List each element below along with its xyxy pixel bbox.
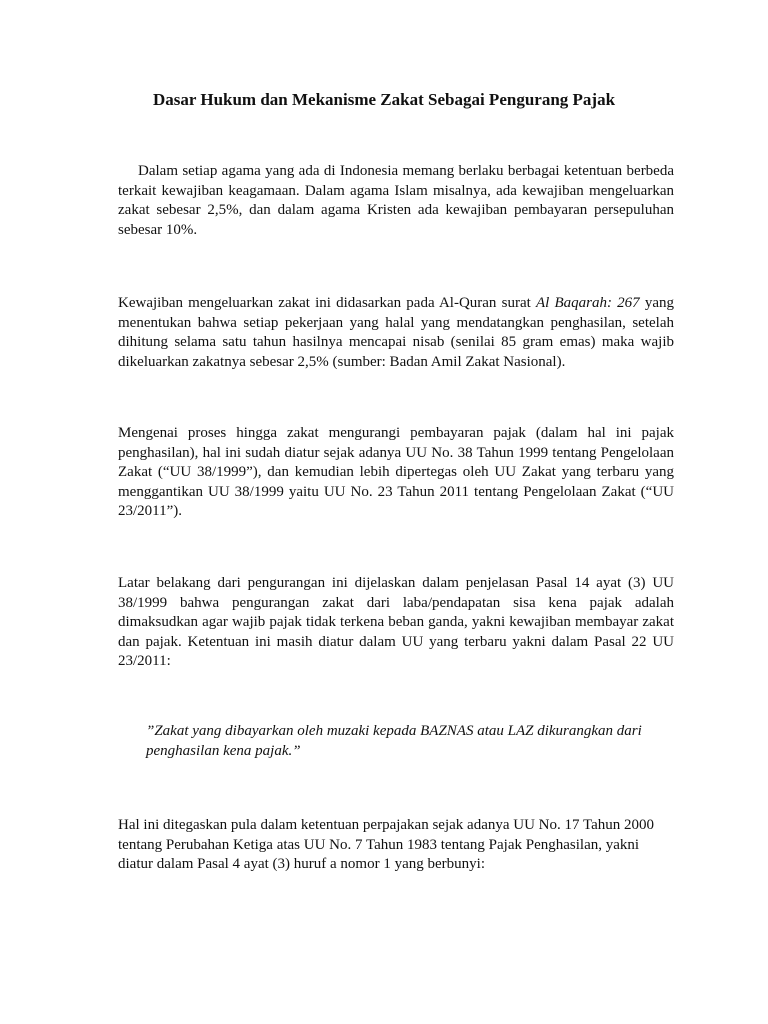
paragraph-intro: Dalam setiap agama yang ada di Indonesia memang berlaku berbagai ketentuan berbeda terkait kewajiban keagamaan. Dalam agama Islam misalnya, ada kewajiban mengeluarkan zakat sebesar 2,5%, dan dalam agama Kristen ada kewajiban pembayaran persepuluhan sebesar 10%. — [118, 163, 674, 238]
surah-reference: Al Baqarah: 267 — [535, 295, 640, 311]
document-title: Dasar Hukum dan Mekanisme Zakat Sebagai Pengurang Pajak — [152, 90, 616, 109]
paragraph-tax-provision: Hal ini ditegaskan pula dalam ketentuan perpajakan sejak adanya UU No. 17 Tahun 2000 tentang Perubahan Ketiga atas UU No. 7 Tahun 1983 tentang Pajak Penghasilan, yakni diatur dalam Pasal 4 ayat (3) huruf a nomor 1 yang berbunyi: — [118, 817, 655, 873]
paragraph-quran-basis-start: Kewajiban mengeluarkan zakat ini didasarkan pada Al-Quran surat — [118, 295, 536, 311]
paragraph-legal-process: Mengenai proses hingga zakat mengurangi pembayaran pajak (dalam hal ini pajak penghasilan), hal ini sudah diatur sejak adanya UU No. 38 Tahun 1999 tentang Pengelolaan Zakat (“UU 38/1999”), dan kemudian lebih dipertegas oleh UU Zakat yang terbaru yang menggantikan UU 38/1999 yaitu UU No. 23 Tahun 2011 tentang Pengelolaan Zakat (“UU 23/2011”). — [118, 425, 674, 520]
paragraph-background: Latar belakang dari pengurangan ini dijelaskan dalam penjelasan Pasal 14 ayat (3) UU 38/1999 bahwa pengurangan zakat dari laba/pendapatan sisa kena pajak adalah dimaksudkan agar wajib pajak tidak terkena beban ganda, yakni kewajiban membayar zakat dan pajak. Ketentuan ini masih diatur dalam UU yang terbaru yakni dalam Pasal 22 UU 23/2011: — [118, 575, 674, 670]
legal-quote: ”Zakat yang dibayarkan oleh muzaki kepada BAZNAS atau LAZ dikurangkan dari penghasilan kena pajak.” — [146, 723, 642, 759]
paragraph-quran-basis — [118, 294, 674, 372]
paragraph-quran-basis-end: yang menentukan bahwa setiap pekerjaan yang halal yang mendatangkan penghasilan, setelah dihitung selama satu tahun hasilnya mencapai nisab (senilai 85 gram emas) maka wajib dikeluarkan zakatnya sebesar 2,5% (sumber: Badan Amil Zakat Nasional). — [118, 295, 674, 370]
